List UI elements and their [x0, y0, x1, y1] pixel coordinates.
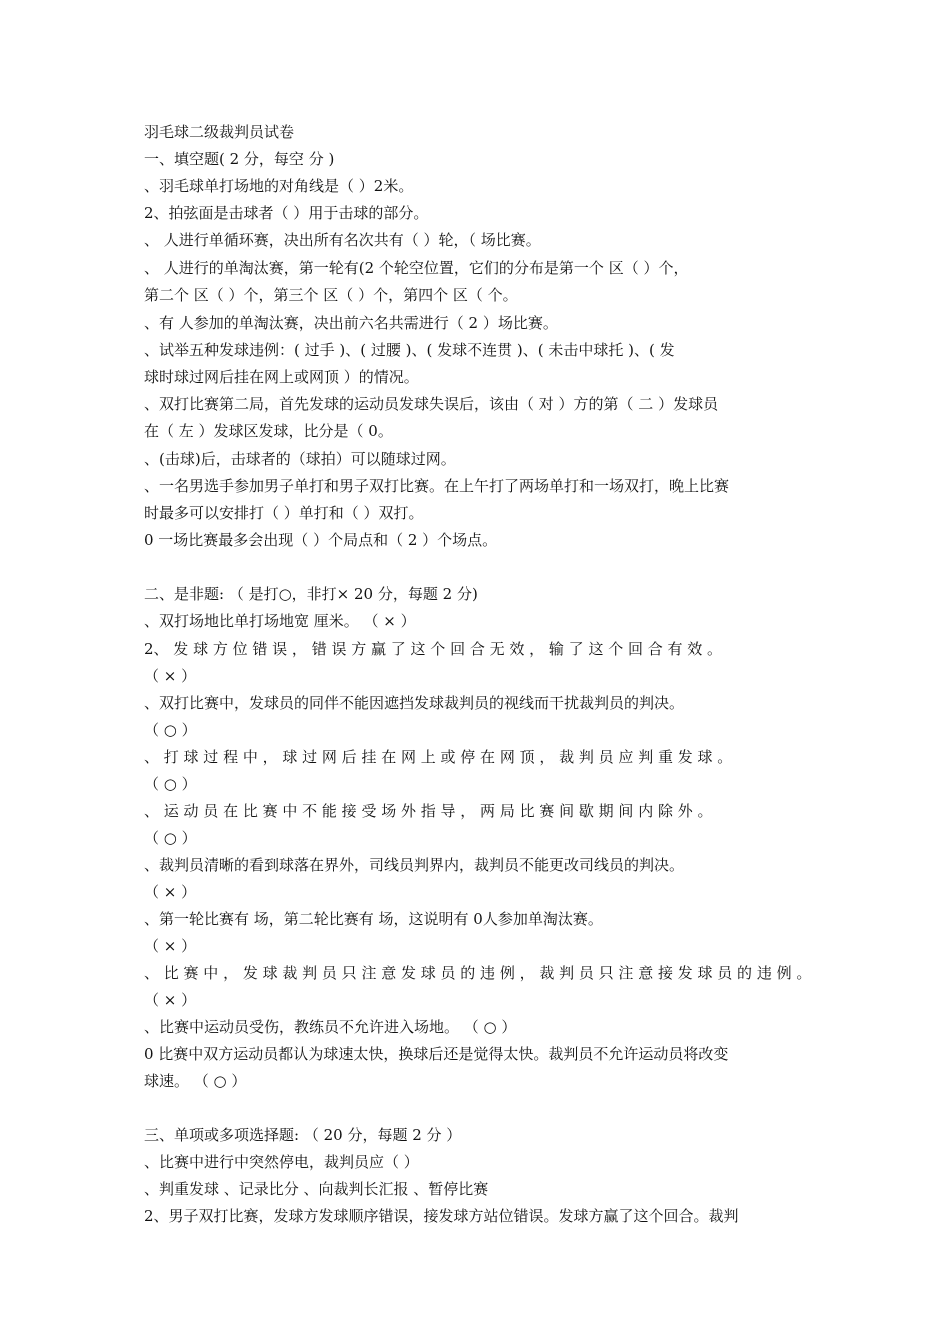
- q2-8: 、 比 赛 中 ， 发 球 裁 判 员 只 注 意 发 球 员 的 违 例 ， 裁 判 员 只 注 意 接 发 球 员 的 违 例 。: [144, 964, 812, 982]
- q2-8-answer: （ × ）: [144, 991, 197, 1009]
- q2-7: 、第一轮比赛有 场，第二轮比赛有 场，这说明有 0人参加单淘汰赛。: [144, 910, 603, 928]
- q2-4-answer: （ ○ ）: [144, 775, 197, 793]
- q1-7-line1: 、双打比赛第二局，首先发球的运动员发球失误后，该由（ 对 ）方的第（ 二 ）发球员: [144, 395, 719, 413]
- section2-heading: 二、是非题: （ 是打○，非打× 20 分，每题 2 分): [144, 585, 478, 603]
- q2-3-answer: （ ○ ）: [144, 721, 197, 739]
- q1-4-line2: 第二个 区（ ）个，第三个 区（ ）个，第四个 区（ 个。: [144, 286, 518, 304]
- q2-6: 、裁判员清晰的看到球落在界外，司线员判界内，裁判员不能更改司线员的判决。: [144, 856, 685, 874]
- q2-2-answer: （ × ）: [144, 667, 197, 685]
- q2-9: 、比赛中运动员受伤，教练员不允许进入场地。 （ ○ ）: [144, 1018, 517, 1036]
- q1-4-line1: 、 人进行的单淘汰赛，第一轮有(2 个轮空位置，它们的分布是第一个 区（ ）个，: [144, 259, 689, 277]
- q2-10-line1: 0 比赛中双方运动员都认为球速太快，换球后还是觉得太快。裁判员不允许运动员将改变: [144, 1045, 729, 1063]
- q1-9-line1: 、一名男选手参加男子单打和男子双打比赛。在上午打了两场单打和一场双打，晚上比赛: [144, 477, 730, 495]
- section3-heading: 三、单项或多项选择题: （ 20 分，每题 2 分 ）: [144, 1126, 462, 1144]
- q2-3: 、双打比赛中，发球员的同伴不能因遮挡发球裁判员的视线而干扰裁判员的判决。: [144, 694, 685, 712]
- q1-1: 、羽毛球单打场地的对角线是（ ）2米。: [144, 177, 414, 195]
- q2-7-answer: （ × ）: [144, 937, 197, 955]
- q2-10-line2: 球速。 （ ○ ）: [144, 1072, 247, 1090]
- section1-heading: 一、填空题( 2 分，每空 分 ): [144, 150, 335, 168]
- q1-2: 2、拍弦面是击球者（ ）用于击球的部分。: [144, 204, 429, 222]
- q2-4: 、 打 球 过 程 中 ， 球 过 网 后 挂 在 网 上 或 停 在 网 顶 ， 裁 判 员 应 判 重 发 球 。: [144, 748, 733, 766]
- q2-6-answer: （ × ）: [144, 883, 197, 901]
- q3-1: 、比赛中进行中突然停电，裁判员应（ ）: [144, 1153, 419, 1171]
- q2-5-answer: （ ○ ）: [144, 829, 197, 847]
- q1-5: 、有 人参加的单淘汰赛，决出前六名共需进行（ 2 ）场比赛。: [144, 314, 558, 332]
- q2-5: 、 运 动 员 在 比 赛 中 不 能 接 受 场 外 指 导 ， 两 局 比 赛 间 歇 期 间 内 除 外 。: [144, 802, 713, 820]
- q1-10: 0 一场比赛最多会出现（ ）个局点和（ 2 ）个场点。: [144, 531, 498, 549]
- q1-7-line2: 在（ 左 ）发球区发球，比分是（ 0。: [144, 422, 393, 440]
- doc-title: 羽毛球二级裁判员试卷: [144, 123, 295, 141]
- q1-6-line2: 球时球过网后挂在网上或网顶 ）的情况。: [144, 368, 419, 386]
- q1-9-line2: 时最多可以安排打（ ）单打和（ ）双打。: [144, 504, 424, 522]
- q1-8: 、(击球)后，击球者的（球拍）可以随球过网。: [144, 450, 456, 468]
- q3-1-options: 、判重发球 、记录比分 、向裁判长汇报 、暂停比赛: [144, 1180, 489, 1198]
- q1-6-line1: 、试举五种发球违例：( 过手 )、( 过腰 )、( 发球不连贯 )、( 未击中球托 )、( 发: [144, 341, 675, 359]
- q3-2: 2、男子双打比赛，发球方发球顺序错误，接发球方站位错误。发球方赢了这个回合。裁判: [144, 1207, 739, 1225]
- q2-2: 2、 发 球 方 位 错 误 ， 错 误 方 赢 了 这 个 回 合 无 效 ， 输 了 这 个 回 合 有 效 。: [144, 640, 723, 658]
- q2-1: 、双打场地比单打场地宽 厘米。 （ × ）: [144, 612, 416, 630]
- q1-3: 、 人进行单循环赛，决出所有名次共有（ ）轮，（ 场比赛。: [144, 231, 541, 249]
